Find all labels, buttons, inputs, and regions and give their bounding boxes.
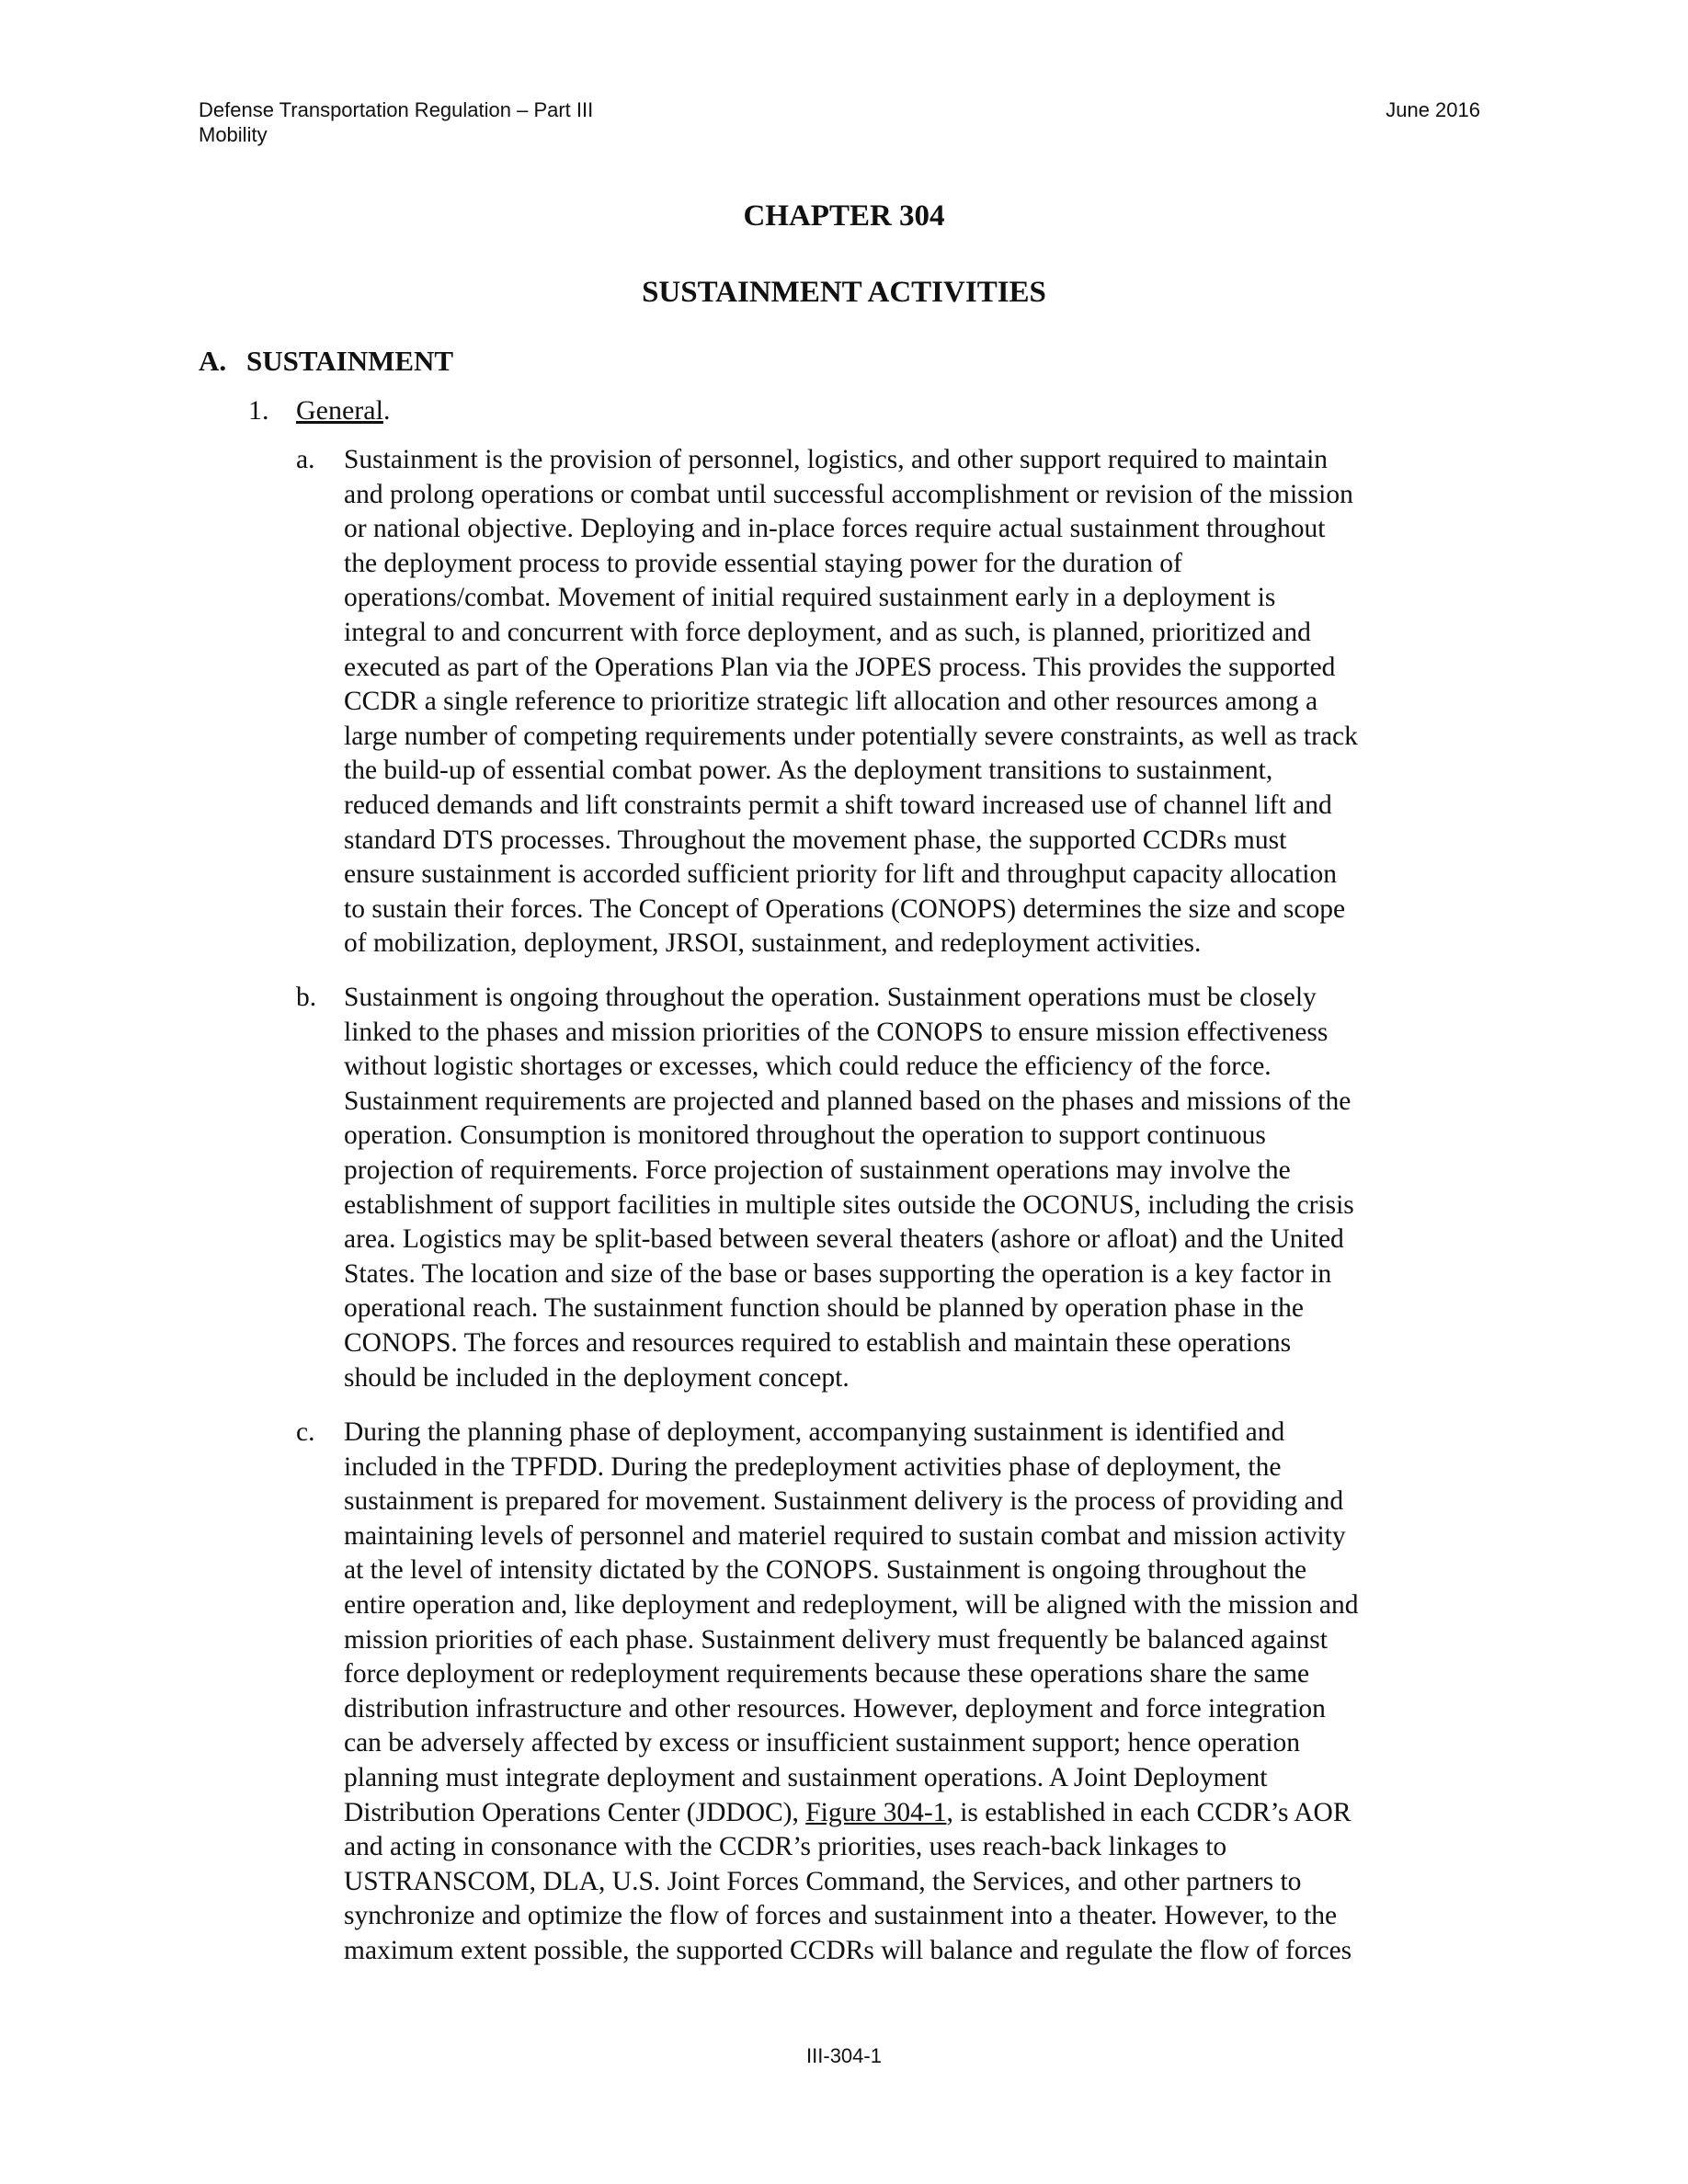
paragraph-line: large number of competing requirements under potentially severe constraints, as well as track <box>344 721 1358 751</box>
paragraph-line: to sustain their forces. The Concept of Operations (CONOPS) determines the size and scope <box>344 893 1346 924</box>
subsection-heading <box>248 393 390 428</box>
section-title: SUSTAINMENT <box>246 345 454 377</box>
section-heading <box>199 344 453 379</box>
paragraph-line: of mobilization, deployment, JRSOI, sustainment, and redeployment activities. <box>344 928 1202 959</box>
paragraph-line: reduced demands and lift constraints permit a shift toward increased use of channel lift and <box>344 790 1332 820</box>
chapter-subtitle: SUSTAINMENT ACTIVITIES <box>642 276 1046 309</box>
paragraph-line: should be included in the deployment concept. <box>344 1362 850 1393</box>
paragraph-line: without logistic shortages or excesses, which could reduce the efficiency of the force. <box>344 1052 1272 1082</box>
paragraph-marker: c. <box>296 1417 315 1447</box>
paragraph-body <box>296 1416 1482 1969</box>
paragraph-line: During the planning phase of deployment, accompanying sustainment is identified and <box>344 1417 1285 1447</box>
paragraph-line: distribution infrastructure and other resources. However, deployment and force integration <box>344 1693 1326 1723</box>
paragraph-line: planning must integrate deployment and sustainment operations. A Joint Deployment <box>344 1762 1268 1792</box>
paragraph-line: synchronize and optimize the flow of forces and sustainment into a theater. However, to the <box>344 1901 1338 1931</box>
paragraph-line: establishment of support facilities in multiple sites outside the OCONUS, including the crisis <box>344 1189 1354 1220</box>
paragraph-line: linked to the phases and mission priorities of the CONOPS to ensure mission effectiveness <box>344 1017 1329 1047</box>
paragraph-line: Sustainment requirements are projected and planned based on the phases and missions of the <box>344 1086 1352 1116</box>
paragraph-line: standard DTS processes. Throughout the movement phase, the supported CCDRs must <box>344 825 1287 855</box>
paragraph-line: the deployment process to provide essential staying power for the duration of <box>344 548 1182 578</box>
paragraph-c <box>296 1416 1482 1969</box>
link-line-text-before: Distribution Operations Center (JDDOC), <box>344 1797 806 1827</box>
document-part-name: Mobility <box>199 123 268 146</box>
paragraph-b <box>296 981 1482 1395</box>
paragraph-line: entire operation and, like deployment and redeployment, will be aligned with the mission and <box>344 1589 1359 1620</box>
document-title: Defense Transportation Regulation – Part III <box>199 98 594 121</box>
paragraph-line: area. Logistics may be split-based between several theaters (ashore or afloat) and the United <box>344 1224 1344 1255</box>
paragraph-line: CONOPS. The forces and resources required to establish and maintain these operations <box>344 1327 1292 1358</box>
paragraph-body <box>296 981 1482 1395</box>
paragraph-line: States. The location and size of the base or bases supporting the operation is a key factor in <box>344 1258 1332 1289</box>
paragraph-line: CCDR a single reference to prioritize strategic lift allocation and other resources among a <box>344 687 1318 717</box>
paragraph-line: and prolong operations or combat until successful accomplishment or revision of the mission <box>344 479 1353 509</box>
paragraph-line: maximum extent possible, the supported CCDRs will balance and regulate the flow of forces <box>344 1935 1352 1965</box>
paragraph-line: sustainment is prepared for movement. Sustainment delivery is the process of providing and <box>344 1486 1344 1517</box>
paragraph-line: at the level of intensity dictated by the CONOPS. Sustainment is ongoing throughout the <box>344 1555 1307 1586</box>
chapter-title: CHAPTER 304 <box>743 199 945 233</box>
paragraph-line: ensure sustainment is accorded sufficient priority for lift and throughput capacity allocation <box>344 859 1337 890</box>
subsection-title-period: . <box>382 395 391 426</box>
paragraph-line: projection of requirements. Force projection of sustainment operations may involve the <box>344 1155 1291 1185</box>
paragraph-line: included in the TPFDD. During the predeployment activities phase of deployment, the <box>344 1451 1282 1482</box>
section-number: A. <box>199 345 227 377</box>
paragraph-line: the build-up of essential combat power. As the deployment transitions to sustainment, <box>344 756 1273 786</box>
header-date: June 2016 <box>1386 98 1480 121</box>
paragraph-marker: a. <box>296 445 315 474</box>
paragraph-line: can be adversely affected by excess or insufficient sustainment support; hence operation <box>344 1728 1301 1758</box>
paragraph-line: operational reach. The sustainment function should be planned by operation phase in the <box>344 1293 1304 1324</box>
paragraph-line: USTRANSCOM, DLA, U.S. Joint Forces Command, the Services, and other partners to <box>344 1866 1302 1896</box>
paragraph-line: maintaining levels of personnel and materiel required to sustain combat and mission activity <box>344 1520 1346 1551</box>
paragraph-line: force deployment or redeployment requirements because these operations share the same <box>344 1659 1310 1689</box>
paragraph-line: Sustainment is ongoing throughout the operation. Sustainment operations must be closely <box>344 983 1317 1012</box>
paragraph-body <box>296 443 1482 961</box>
paragraph-line: and acting in consonance with the CCDR’s priorities, uses reach-back linkages to <box>344 1832 1227 1862</box>
paragraph-line: or national objective. Deploying and in-place forces require actual sustainment throughout <box>344 514 1326 544</box>
paragraph-line: mission priorities of each phase. Sustainment delivery must frequently be balanced against <box>344 1624 1328 1655</box>
paragraph-marker: b. <box>296 983 317 1012</box>
page-number: III-304-1 <box>806 2044 882 2067</box>
paragraph-line: operation. Consumption is monitored throughout the operation to support continuous <box>344 1120 1266 1151</box>
paragraph-line-with-link <box>344 1796 1482 1831</box>
subsection-title: General <box>296 395 383 426</box>
paragraph-line: operations/combat. Movement of initial required sustainment early in a deployment is <box>344 583 1276 613</box>
subsection-number: 1. <box>248 395 269 426</box>
paragraph-line: executed as part of the Operations Plan via the JOPES process. This provides the supported <box>344 652 1336 682</box>
running-header-left <box>199 97 593 147</box>
link-line-text-after: , is established in each CCDR’s AOR <box>946 1797 1352 1827</box>
figure-304-1-link[interactable]: Figure 304-1 <box>805 1797 947 1827</box>
paragraph-line: integral to and concurrent with force deployment, and as such, is planned, prioritized and <box>344 617 1311 647</box>
paragraph-line: Sustainment is the provision of personnel, logistics, and other support required to maintain <box>344 445 1329 474</box>
paragraph-a <box>296 443 1482 961</box>
